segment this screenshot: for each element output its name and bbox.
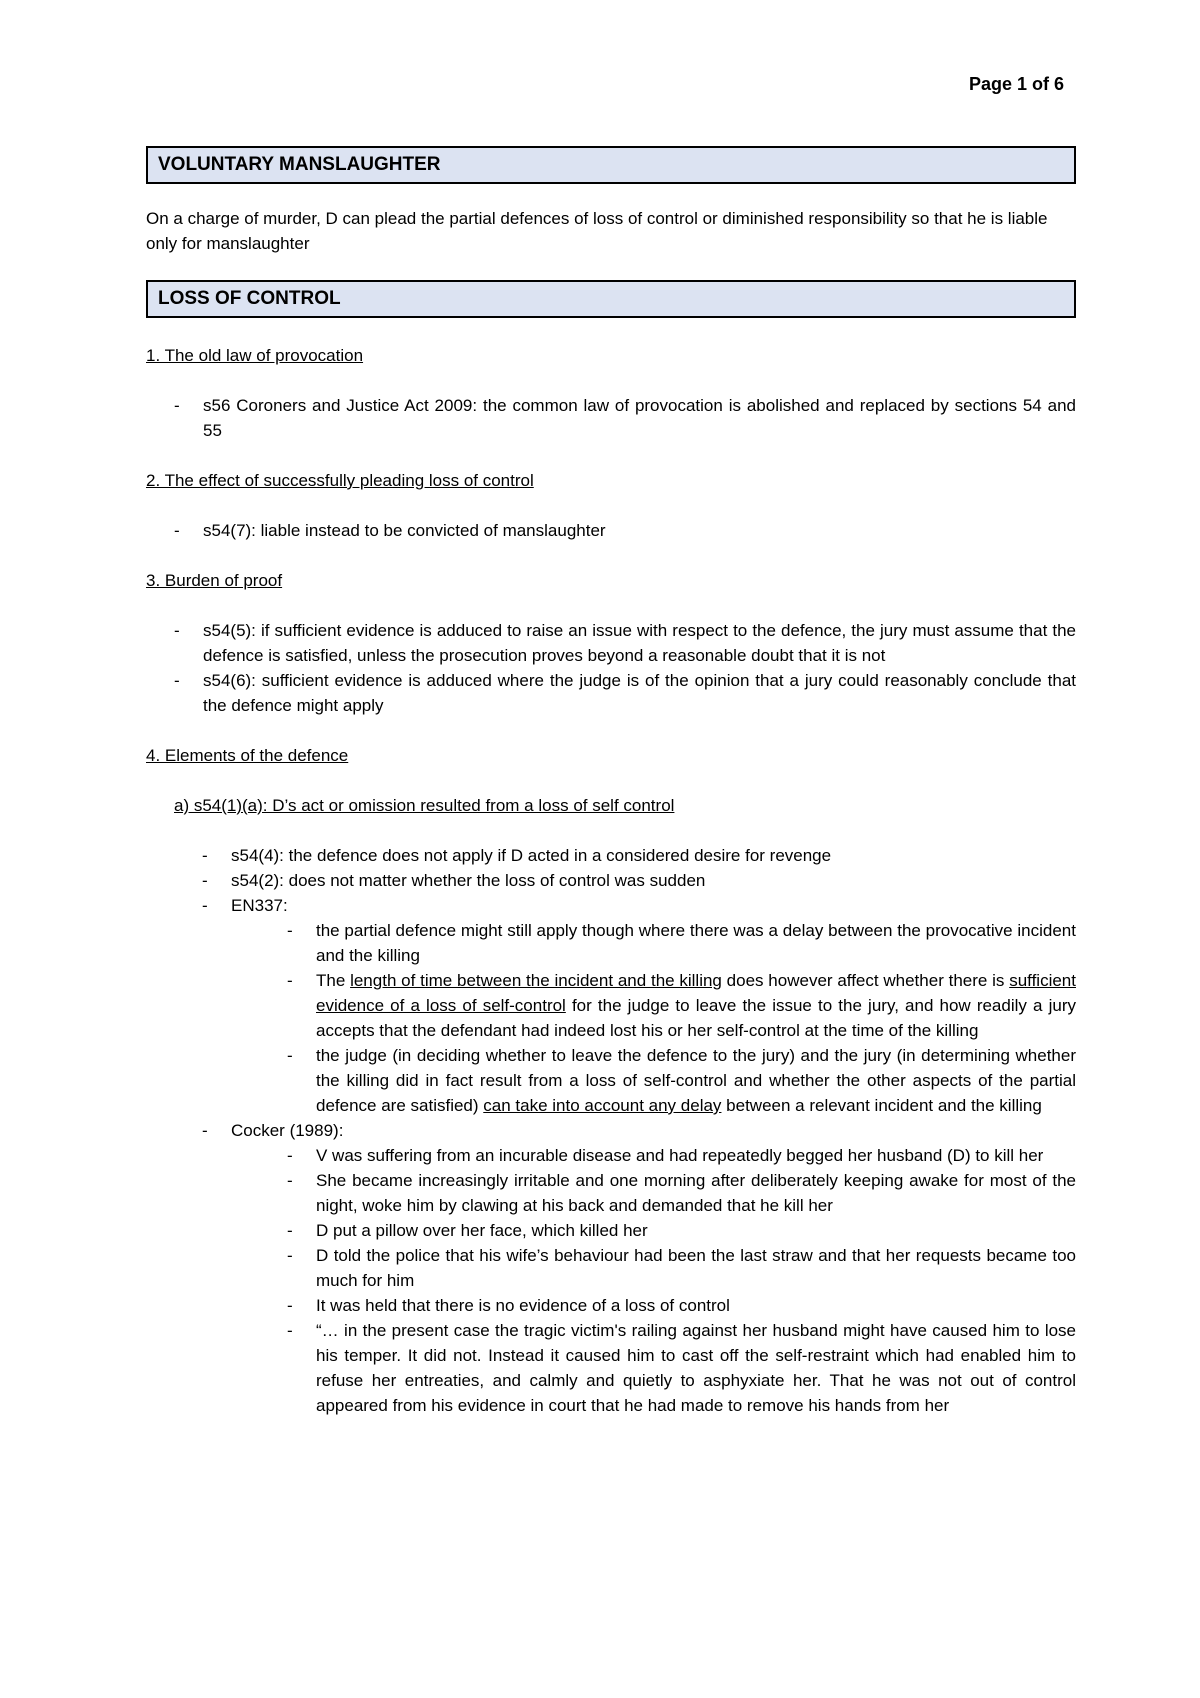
list-item: - The length of time between the incident and the killing does however affect whether there is sufficient evidence of a loss of self-control for the judge to leave the issue to the jury, and how readily a jury accepts that the defendant had indeed lost his or her self-control at the time of the killing xyxy=(287,968,1076,1043)
list-item-cocker xyxy=(202,1118,1076,1418)
sub-bullet-list xyxy=(287,918,1076,1118)
underlined-text: sufficient evidence of a loss of self-control xyxy=(316,971,1076,1015)
list-item: - s56 Coroners and Justice Act 2009: the common law of provocation is abolished and replaced by sections 54 and 55 xyxy=(174,393,1076,443)
list-item: - She became increasingly irritable and one morning after deliberately keeping awake for most of the night, woke him by clawing at his back and demanded that he kill her xyxy=(287,1168,1076,1218)
heading-old-law: 1. The old law of provocation xyxy=(146,346,364,365)
list-item-label: EN337: xyxy=(231,896,288,915)
list-item: - the partial defence might still apply though where there was a delay between the provocative incident and the killing xyxy=(287,918,1076,968)
bullet-list xyxy=(202,843,1076,1418)
list-item: - s54(5): if sufficient evidence is adduced to raise an issue with respect to the defence, the jury must assume that the defence is satisfied, unless the prosecution proves beyond a reasonable doubt that it is not xyxy=(174,618,1076,668)
bullet-list xyxy=(174,393,1076,443)
list-item: - s54(6): sufficient evidence is adduced where the judge is of the opinion that a jury could reasonably conclude that the defence might apply xyxy=(174,668,1076,718)
heading-burden-of-proof: 3. Burden of proof xyxy=(146,571,283,590)
page-number: Page 1 of 6 xyxy=(968,74,1064,94)
list-item: - s54(2): does not matter whether the loss of control was sudden xyxy=(202,868,1076,893)
list-item: - It was held that there is no evidence of a loss of control xyxy=(287,1293,1076,1318)
document-content xyxy=(146,146,1076,1418)
list-item: - D put a pillow over her face, which killed her xyxy=(287,1218,1076,1243)
section-header-loss-of-control: LOSS OF CONTROL xyxy=(146,280,1076,318)
intro-paragraph: On a charge of murder, D can plead the partial defences of loss of control or diminished responsibility so that he is liable only for manslaughter xyxy=(146,209,1048,253)
list-item: - s54(7): liable instead to be convicted of manslaughter xyxy=(174,518,1076,543)
subheading-loss-of-self-control: a) s54(1)(a): D’s act or omission resulted from a loss of self control xyxy=(174,796,675,815)
section-header-voluntary-manslaughter: VOLUNTARY MANSLAUGHTER xyxy=(146,146,1076,184)
list-item: - D told the police that his wife’s behaviour had been the last straw and that her requests became too much for him xyxy=(287,1243,1076,1293)
sub-bullet-list xyxy=(287,1143,1076,1418)
list-item: - s54(4): the defence does not apply if D acted in a considered desire for revenge xyxy=(202,843,1076,868)
list-item-label: Cocker (1989): xyxy=(231,1121,344,1140)
bullet-list xyxy=(174,618,1076,718)
bullet-list xyxy=(174,518,1076,543)
heading-elements: 4. Elements of the defence xyxy=(146,746,349,765)
underlined-text: can take into account any delay xyxy=(483,1096,722,1115)
list-item: - the judge (in deciding whether to leave the defence to the jury) and the jury (in determining whether the killing did in fact result from a loss of self-control and whether the other aspects of the partial defence are satisfied) can take into account any delay between a relevant incident and the killing xyxy=(287,1043,1076,1118)
list-item: - “… in the present case the tragic victim's railing against her husband might have caused him to lose his temper. It did not. Instead it caused him to cast off the self-restraint which had enabled him to refuse her entreaties, and calmly and quietly to asphyxiate her. That he was not out of control appeared from his evidence in court that he had made to remove his hands from her xyxy=(287,1318,1076,1418)
underlined-text: length of time between the incident and the killing xyxy=(350,971,722,990)
list-item-en337 xyxy=(202,893,1076,1118)
heading-effect: 2. The effect of successfully pleading loss of control xyxy=(146,471,534,490)
list-item: - V was suffering from an incurable disease and had repeatedly begged her husband (D) to kill her xyxy=(287,1143,1076,1168)
